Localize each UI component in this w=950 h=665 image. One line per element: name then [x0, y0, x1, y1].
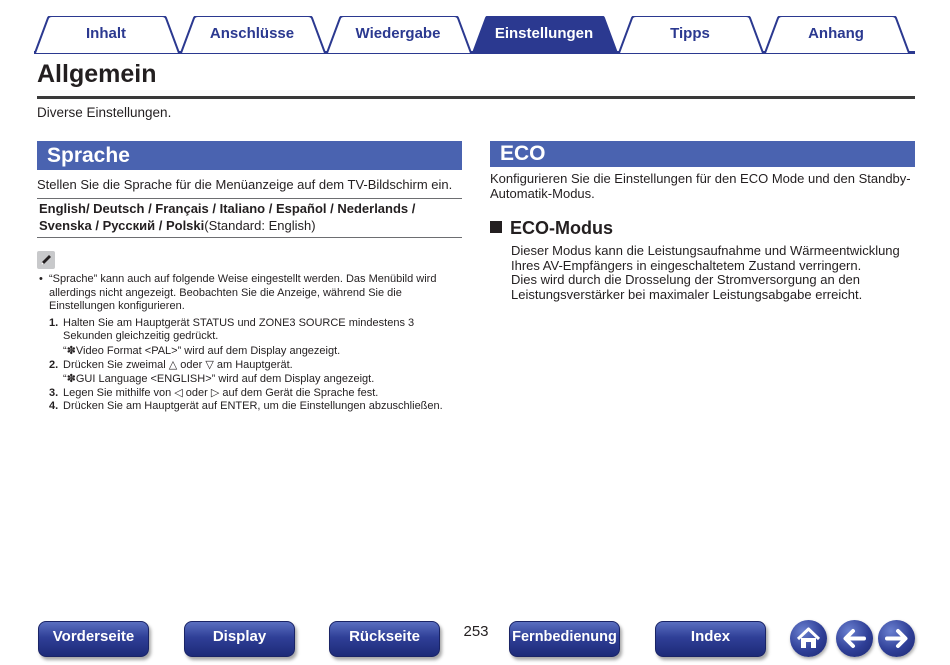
- home-icon[interactable]: [790, 620, 827, 657]
- eco-mode-description: [511, 244, 915, 302]
- rear-panel-button[interactable]: Rückseite: [329, 621, 440, 657]
- language-options: [37, 198, 462, 238]
- language-default: (Standard: English): [204, 217, 316, 233]
- tab-inhalt[interactable]: Inhalt: [34, 16, 178, 52]
- language-list-line2: Svenska / Русский / Polski: [39, 217, 205, 233]
- eco-heading: ECO: [490, 141, 915, 167]
- page-number: 253: [463, 623, 489, 640]
- sprache-notes: [37, 273, 462, 414]
- arrow-right-icon[interactable]: [878, 620, 915, 657]
- arrow-left-icon[interactable]: [836, 620, 873, 657]
- step-1-result: “✽Video Format <PAL>” wird auf dem Display angezeigt.: [63, 344, 341, 357]
- note-item: • “Sprache” kann auch auf folgende Weise eingestellt werden. Das Menübild wird allerdings nicht angezeigt. Beobachten Sie die Anzeige, während Sie die Einstellungen konfigurieren.: [39, 273, 437, 313]
- step-2-result: “✽GUI Language <ENGLISH>” wird auf dem Display angezeigt.: [63, 373, 375, 386]
- tab-anschluesse[interactable]: Anschlüsse: [180, 16, 324, 52]
- eco-mode-heading: ECO-Modus: [490, 218, 613, 239]
- tab-bar: [34, 14, 915, 54]
- step-4: 4. Drücken Sie am Hauptgerät auf ENTER, um die Einstellungen abzuschließen.: [49, 400, 443, 413]
- tab-anhang[interactable]: Anhang: [764, 16, 908, 52]
- page-intro: Diverse Einstellungen.: [37, 105, 172, 120]
- language-list-line1: English/ Deutsch / Français / Italiano / Español / Nederlands /: [39, 201, 416, 216]
- remote-control-button[interactable]: Fernbedienung: [509, 621, 620, 657]
- display-button[interactable]: Display: [184, 621, 295, 657]
- index-button[interactable]: Index: [655, 621, 766, 657]
- pencil-icon: [37, 251, 55, 269]
- tab-wiedergabe[interactable]: Wiedergabe: [326, 16, 470, 52]
- eco-mode-text-1: Dieser Modus kann die Leistungsaufnahme und Wärmeentwicklung Ihres AV-Empfängers in eingeschaltetem Zustand verringern.: [511, 243, 900, 273]
- sprache-lead: Stellen Sie die Sprache für die Menüanzeige auf dem TV-Bildschirm ein.: [37, 177, 453, 192]
- step-2: 2. Drücken Sie zweimal △ oder ▽ am Hauptgerät. “✽GUI Language <ENGLISH>” wird auf dem Display angezeigt.: [37, 359, 462, 387]
- title-rule: [37, 96, 915, 99]
- step-list: [37, 317, 462, 414]
- eco-lead: Konfigurieren Sie die Einstellungen für den ECO Mode und den Standby-Automatik-Modus.: [490, 171, 911, 201]
- tab-einstellungen[interactable]: Einstellungen: [472, 16, 616, 52]
- sprache-heading: Sprache: [37, 141, 462, 170]
- square-bullet-icon: [490, 221, 502, 233]
- eco-mode-text-2: Dies wird durch die Drosselung der Stromversorgung an den Leistungsverstärker bei maximaler Leistungsabgabe erreicht.: [511, 272, 863, 302]
- step-1: 1. Halten Sie am Hauptgerät STATUS und ZONE3 SOURCE mindestens 3 Sekunden gleichzeitig gedrückt. “✽Video Format <PAL>” wird auf dem Display angezeigt.: [37, 317, 462, 359]
- tab-tipps[interactable]: Tipps: [618, 16, 762, 52]
- front-panel-button[interactable]: Vorderseite: [38, 621, 149, 657]
- step-3: 3. Legen Sie mithilfe von ◁ oder ▷ auf dem Gerät die Sprache fest.: [49, 386, 379, 399]
- page-title: Allgemein: [37, 60, 157, 88]
